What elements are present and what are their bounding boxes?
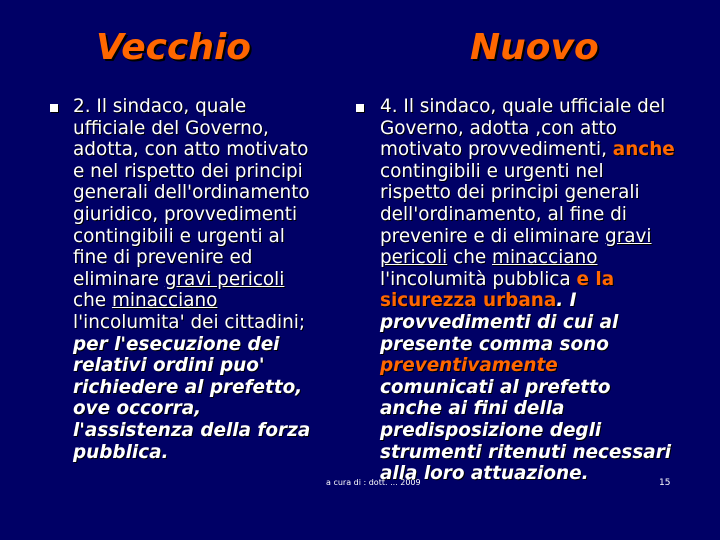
- text-line: [380, 290, 718, 312]
- highlighted-text: anche: [612, 139, 675, 161]
- text-line-emphasis: per l'esecuzione dei: [73, 333, 280, 355]
- text-line-emphasis: strumenti ritenuti necessari: [380, 441, 672, 463]
- text-line: [380, 139, 718, 161]
- underlined-text: pericoli: [380, 247, 448, 269]
- text-line: [73, 269, 363, 291]
- old-text-column: [73, 96, 363, 463]
- text-line: contingibili e urgenti al: [73, 225, 285, 247]
- text-line-emphasis: predisposizione degli: [380, 419, 602, 441]
- text-line-emphasis: presente comma sono: [380, 333, 609, 355]
- text-fragment-emphasis: . I: [556, 290, 577, 312]
- square-bullet-icon: [50, 104, 58, 112]
- text-line: e nel rispetto dei principi: [73, 160, 303, 182]
- text-line: l'incolumita' dei cittadini;: [73, 311, 306, 333]
- text-fragment: eliminare: [73, 268, 165, 290]
- text-line: Governo, adotta ,con atto: [380, 117, 617, 139]
- text-line: [73, 290, 363, 312]
- text-fragment: che: [447, 247, 493, 269]
- text-fragment: motivato provvedimenti,: [380, 139, 613, 161]
- text-line: adotta, con atto motivato: [73, 139, 309, 161]
- text-line: ufficiale del Governo,: [73, 117, 269, 139]
- text-fragment: che: [73, 290, 112, 312]
- text-line-emphasis: ove occorra,: [73, 398, 202, 420]
- heading-new: Nuovo: [470, 27, 599, 68]
- text-line-emphasis: anche ai fini della: [380, 398, 565, 420]
- highlighted-text: sicurezza urbana: [380, 290, 557, 312]
- footer-credit: a cura di : dott. ... 2009: [326, 478, 421, 487]
- text-line-emphasis: richiedere al prefetto,: [73, 376, 303, 398]
- text-line-emphasis: provvedimenti di cui al: [380, 311, 619, 333]
- highlighted-text: e la: [576, 268, 615, 290]
- page-number: 15: [659, 478, 671, 488]
- text-fragment: l'incolumità pubblica: [380, 268, 577, 290]
- text-line: [380, 247, 718, 269]
- text-line: contingibili e urgenti nel: [380, 160, 604, 182]
- text-line: 2. Il sindaco, quale: [73, 96, 247, 117]
- text-line-emphasis: comunicati al prefetto: [380, 376, 611, 398]
- text-line-emphasis: pubblica.: [73, 441, 169, 463]
- new-text-column: [380, 96, 718, 485]
- text-line: fine di prevenire ed: [73, 247, 253, 269]
- text-line-emphasis: relativi ordini puo': [73, 355, 265, 377]
- underlined-text: gravi: [605, 225, 652, 247]
- highlighted-text: preventivamente: [380, 355, 558, 377]
- text-line: generali dell'ordinamento: [73, 182, 310, 204]
- text-line: [380, 226, 718, 248]
- underlined-text: minacciano: [111, 290, 218, 312]
- text-line: dell'ordinamento, al fine di: [380, 203, 627, 225]
- underlined-text: minacciano: [492, 247, 598, 269]
- heading-old: Vecchio: [96, 27, 252, 68]
- text-fragment: prevenire e di eliminare: [380, 225, 606, 247]
- underlined-text: gravi pericoli: [164, 268, 285, 290]
- text-line: [380, 269, 718, 291]
- text-line: giuridico, provvedimenti: [73, 203, 298, 225]
- text-line-emphasis: alla loro attuazione.: [380, 463, 589, 485]
- text-line: rispetto dei principi generali: [380, 182, 640, 204]
- text-line-emphasis: l'assistenza della forza: [73, 419, 311, 441]
- text-line: 4. Il sindaco, quale ufficiale del: [380, 96, 666, 117]
